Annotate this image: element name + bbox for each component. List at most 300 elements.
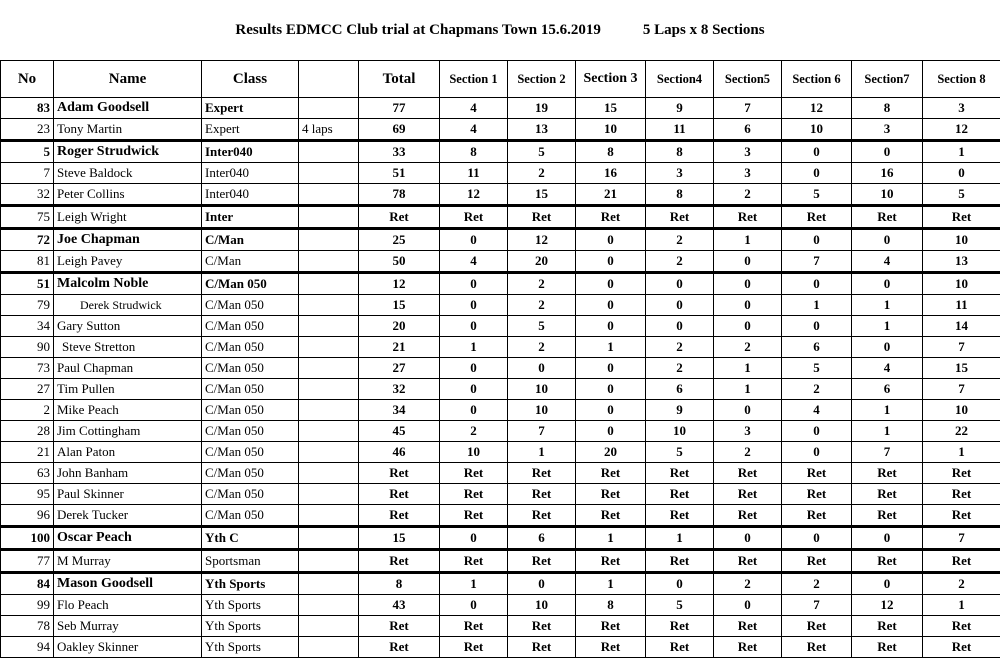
section-4-score: 2 [646, 251, 714, 273]
rider-number: 99 [1, 595, 54, 616]
section-8-score: 10 [923, 400, 1000, 421]
table-row [1, 358, 1000, 379]
rider-note [299, 463, 359, 484]
section-5-score: 2 [714, 337, 782, 358]
rider-note [299, 163, 359, 184]
section-8-score: Ret [923, 463, 1000, 484]
section-3-score: Ret [576, 616, 646, 637]
table-row [1, 251, 1000, 273]
section-1-score: 1 [440, 337, 508, 358]
section-1-score: Ret [440, 463, 508, 484]
rider-note [299, 337, 359, 358]
section-5-score: 1 [714, 229, 782, 251]
total-score: Ret [359, 505, 440, 527]
section-2-score: 7 [508, 421, 576, 442]
rider-name: Gary Sutton [54, 316, 202, 337]
section-8-score: 1 [923, 141, 1000, 163]
section-8-score: 0 [923, 163, 1000, 184]
section-2-score: 10 [508, 400, 576, 421]
section-6-score: 7 [782, 251, 852, 273]
section-8-score: 7 [923, 337, 1000, 358]
section-4-score: 9 [646, 98, 714, 119]
rider-note [299, 484, 359, 505]
section-8-score: 10 [923, 273, 1000, 295]
rider-note [299, 421, 359, 442]
rider-name: Derek Tucker [54, 505, 202, 527]
total-score: 34 [359, 400, 440, 421]
total-score: 46 [359, 442, 440, 463]
section-4-score: 2 [646, 337, 714, 358]
section-2-score: 6 [508, 527, 576, 550]
section-8-score: 2 [923, 573, 1000, 595]
rider-name: Tim Pullen [54, 379, 202, 400]
section-4-score: 2 [646, 229, 714, 251]
section-7-score: 10 [852, 184, 923, 206]
section-8-score: Ret [923, 206, 1000, 229]
section-6-score: 2 [782, 573, 852, 595]
section-5-score: 1 [714, 379, 782, 400]
section-4-score: 9 [646, 400, 714, 421]
section-8-score: 3 [923, 98, 1000, 119]
table-row [1, 141, 1000, 163]
section-3-score: 20 [576, 442, 646, 463]
section-3-score: Ret [576, 484, 646, 505]
section-2-score: Ret [508, 505, 576, 527]
rider-class: Inter040 [202, 163, 299, 184]
section-3-score: Ret [576, 637, 646, 658]
rider-class: C/Man [202, 229, 299, 251]
section-8-score: 7 [923, 379, 1000, 400]
section-2-score: 12 [508, 229, 576, 251]
col-header-section-2: Section 2 [508, 61, 576, 98]
rider-name: Flo Peach [54, 595, 202, 616]
rider-note [299, 595, 359, 616]
section-7-score: 0 [852, 229, 923, 251]
section-5-score: 2 [714, 442, 782, 463]
section-8-score: 15 [923, 358, 1000, 379]
table-row [1, 484, 1000, 505]
section-6-score: Ret [782, 550, 852, 573]
section-7-score: 6 [852, 379, 923, 400]
section-6-score: Ret [782, 505, 852, 527]
section-3-score: Ret [576, 505, 646, 527]
rider-class: C/Man 050 [202, 295, 299, 316]
section-1-score: 12 [440, 184, 508, 206]
section-6-score: 0 [782, 421, 852, 442]
section-1-score: Ret [440, 637, 508, 658]
section-2-score: 10 [508, 595, 576, 616]
col-header-no: No [1, 61, 54, 98]
col-header-class: Class [202, 61, 299, 98]
rider-number: 51 [1, 273, 54, 295]
col-header-section-6: Section 6 [782, 61, 852, 98]
section-7-score: Ret [852, 550, 923, 573]
rider-note [299, 637, 359, 658]
section-4-score: 8 [646, 141, 714, 163]
rider-note [299, 573, 359, 595]
section-4-score: 3 [646, 163, 714, 184]
total-score: 15 [359, 295, 440, 316]
section-1-score: 0 [440, 316, 508, 337]
section-6-score: 0 [782, 163, 852, 184]
rider-class: C/Man [202, 251, 299, 273]
rider-class: Yth Sports [202, 595, 299, 616]
section-4-score: Ret [646, 206, 714, 229]
total-score: 12 [359, 273, 440, 295]
section-5-score: 0 [714, 251, 782, 273]
section-6-score: 0 [782, 229, 852, 251]
rider-class: C/Man 050 [202, 379, 299, 400]
total-score: 77 [359, 98, 440, 119]
section-5-score: 3 [714, 141, 782, 163]
rider-class: Yth C [202, 527, 299, 550]
section-4-score: Ret [646, 463, 714, 484]
rider-name: Jim Cottingham [54, 421, 202, 442]
rider-class: Yth Sports [202, 616, 299, 637]
results-body [1, 98, 1000, 658]
rider-name: Alan Paton [54, 442, 202, 463]
rider-name: Adam Goodsell [54, 98, 202, 119]
section-2-score: Ret [508, 463, 576, 484]
section-3-score: 0 [576, 421, 646, 442]
section-1-score: Ret [440, 206, 508, 229]
section-5-score: Ret [714, 206, 782, 229]
section-5-score: Ret [714, 637, 782, 658]
total-score: 21 [359, 337, 440, 358]
section-6-score: Ret [782, 637, 852, 658]
section-3-score: 0 [576, 229, 646, 251]
section-4-score: 0 [646, 573, 714, 595]
col-header-section-8: Section 8 [923, 61, 1000, 98]
section-6-score: 0 [782, 141, 852, 163]
section-8-score: Ret [923, 505, 1000, 527]
section-8-score: 22 [923, 421, 1000, 442]
section-6-score: 0 [782, 316, 852, 337]
rider-class: Yth Sports [202, 573, 299, 595]
section-1-score: 0 [440, 229, 508, 251]
section-5-score: 2 [714, 573, 782, 595]
section-1-score: 0 [440, 358, 508, 379]
rider-note [299, 184, 359, 206]
section-2-score: 10 [508, 379, 576, 400]
rider-class: C/Man 050 [202, 337, 299, 358]
col-header-note [299, 61, 359, 98]
section-5-score: Ret [714, 616, 782, 637]
rider-name: Paul Chapman [54, 358, 202, 379]
rider-name: Leigh Pavey [54, 251, 202, 273]
section-2-score: 2 [508, 163, 576, 184]
section-7-score: Ret [852, 463, 923, 484]
section-5-score: 2 [714, 184, 782, 206]
total-score: Ret [359, 550, 440, 573]
section-1-score: 4 [440, 251, 508, 273]
section-6-score: 0 [782, 527, 852, 550]
section-7-score: 1 [852, 421, 923, 442]
rider-number: 79 [1, 295, 54, 316]
total-score: 50 [359, 251, 440, 273]
table-row [1, 184, 1000, 206]
section-6-score: 2 [782, 379, 852, 400]
section-6-score: 5 [782, 358, 852, 379]
section-7-score: Ret [852, 616, 923, 637]
rider-name: Mason Goodsell [54, 573, 202, 595]
table-row [1, 616, 1000, 637]
table-row [1, 421, 1000, 442]
section-1-score: 11 [440, 163, 508, 184]
table-row [1, 229, 1000, 251]
section-6-score: 5 [782, 184, 852, 206]
section-1-score: 2 [440, 421, 508, 442]
section-3-score: 0 [576, 316, 646, 337]
total-score: Ret [359, 616, 440, 637]
section-7-score: 4 [852, 251, 923, 273]
section-5-score: 7 [714, 98, 782, 119]
rider-number: 81 [1, 251, 54, 273]
section-4-score: 0 [646, 295, 714, 316]
section-2-score: 20 [508, 251, 576, 273]
rider-number: 96 [1, 505, 54, 527]
section-7-score: Ret [852, 505, 923, 527]
section-1-score: Ret [440, 505, 508, 527]
section-8-score: Ret [923, 616, 1000, 637]
total-score: 32 [359, 379, 440, 400]
section-5-score: 0 [714, 316, 782, 337]
table-row [1, 550, 1000, 573]
section-8-score: 1 [923, 595, 1000, 616]
rider-note [299, 505, 359, 527]
rider-number: 90 [1, 337, 54, 358]
section-5-score: 1 [714, 358, 782, 379]
section-4-score: Ret [646, 550, 714, 573]
section-2-score: 5 [508, 141, 576, 163]
section-1-score: 10 [440, 442, 508, 463]
section-4-score: 1 [646, 527, 714, 550]
section-4-score: Ret [646, 616, 714, 637]
section-8-score: Ret [923, 484, 1000, 505]
section-6-score: 0 [782, 442, 852, 463]
laps-summary: 5 Laps x 8 Sections [643, 22, 765, 39]
section-1-score: 4 [440, 98, 508, 119]
section-6-score: 0 [782, 273, 852, 295]
section-2-score: Ret [508, 550, 576, 573]
section-5-score: Ret [714, 484, 782, 505]
total-score: 69 [359, 119, 440, 141]
section-3-score: 1 [576, 337, 646, 358]
section-3-score: 8 [576, 141, 646, 163]
rider-name: Derek Strudwick [54, 295, 202, 316]
section-7-score: 4 [852, 358, 923, 379]
rider-name: Oakley Skinner [54, 637, 202, 658]
section-5-score: Ret [714, 550, 782, 573]
rider-class: Yth Sports [202, 637, 299, 658]
section-3-score: 1 [576, 573, 646, 595]
total-score: 33 [359, 141, 440, 163]
total-score: 45 [359, 421, 440, 442]
section-6-score: 6 [782, 337, 852, 358]
table-row [1, 573, 1000, 595]
rider-note: 4 laps [299, 119, 359, 141]
section-3-score: 16 [576, 163, 646, 184]
section-7-score: 7 [852, 442, 923, 463]
section-7-score: Ret [852, 206, 923, 229]
rider-number: 63 [1, 463, 54, 484]
section-8-score: 5 [923, 184, 1000, 206]
rider-name: Leigh Wright [54, 206, 202, 229]
section-2-score: Ret [508, 637, 576, 658]
section-3-score: Ret [576, 463, 646, 484]
results-table [0, 60, 1000, 658]
section-5-score: 0 [714, 273, 782, 295]
rider-class: Inter040 [202, 141, 299, 163]
table-row [1, 273, 1000, 295]
rider-number: 34 [1, 316, 54, 337]
rider-note [299, 206, 359, 229]
section-6-score: Ret [782, 484, 852, 505]
section-6-score: 10 [782, 119, 852, 141]
rider-note [299, 358, 359, 379]
rider-note [299, 379, 359, 400]
rider-class: C/Man 050 [202, 400, 299, 421]
section-5-score: Ret [714, 463, 782, 484]
section-4-score: Ret [646, 484, 714, 505]
table-row [1, 98, 1000, 119]
rider-name: Steve Baldock [54, 163, 202, 184]
section-3-score: 8 [576, 595, 646, 616]
table-row [1, 595, 1000, 616]
section-2-score: 5 [508, 316, 576, 337]
section-5-score: Ret [714, 505, 782, 527]
section-7-score: 1 [852, 400, 923, 421]
rider-number: 94 [1, 637, 54, 658]
section-6-score: 12 [782, 98, 852, 119]
section-2-score: 15 [508, 184, 576, 206]
section-8-score: 7 [923, 527, 1000, 550]
rider-name: Peter Collins [54, 184, 202, 206]
section-1-score: 1 [440, 573, 508, 595]
section-4-score: 11 [646, 119, 714, 141]
rider-number: 100 [1, 527, 54, 550]
rider-name: Paul Skinner [54, 484, 202, 505]
section-3-score: 0 [576, 358, 646, 379]
page-title [0, 0, 1000, 60]
rider-class: Inter040 [202, 184, 299, 206]
section-6-score: 1 [782, 295, 852, 316]
col-header-section-7: Section7 [852, 61, 923, 98]
section-3-score: Ret [576, 206, 646, 229]
rider-name: John Banham [54, 463, 202, 484]
section-5-score: 3 [714, 163, 782, 184]
section-8-score: 10 [923, 229, 1000, 251]
section-1-score: 0 [440, 273, 508, 295]
col-header-name: Name [54, 61, 202, 98]
section-3-score: Ret [576, 550, 646, 573]
table-row [1, 527, 1000, 550]
total-score: 25 [359, 229, 440, 251]
table-row [1, 206, 1000, 229]
section-8-score: 13 [923, 251, 1000, 273]
total-score: 8 [359, 573, 440, 595]
table-row [1, 637, 1000, 658]
section-4-score: 0 [646, 273, 714, 295]
rider-number: 72 [1, 229, 54, 251]
section-2-score: 0 [508, 358, 576, 379]
rider-number: 27 [1, 379, 54, 400]
rider-number: 75 [1, 206, 54, 229]
section-3-score: 0 [576, 379, 646, 400]
section-1-score: 0 [440, 379, 508, 400]
section-3-score: 15 [576, 98, 646, 119]
section-3-score: 1 [576, 527, 646, 550]
section-2-score: 0 [508, 573, 576, 595]
rider-number: 7 [1, 163, 54, 184]
col-header-section-1: Section 1 [440, 61, 508, 98]
section-7-score: 8 [852, 98, 923, 119]
rider-number: 73 [1, 358, 54, 379]
table-row [1, 163, 1000, 184]
rider-class: C/Man 050 [202, 273, 299, 295]
total-score: Ret [359, 637, 440, 658]
rider-note [299, 527, 359, 550]
rider-number: 95 [1, 484, 54, 505]
table-row [1, 379, 1000, 400]
section-8-score: 14 [923, 316, 1000, 337]
section-6-score: 4 [782, 400, 852, 421]
rider-class: Expert [202, 98, 299, 119]
section-1-score: Ret [440, 616, 508, 637]
table-row [1, 295, 1000, 316]
rider-note [299, 141, 359, 163]
rider-name: M Murray [54, 550, 202, 573]
rider-note [299, 295, 359, 316]
table-row [1, 505, 1000, 527]
rider-name: Joe Chapman [54, 229, 202, 251]
rider-number: 32 [1, 184, 54, 206]
col-header-section-5: Section5 [714, 61, 782, 98]
section-2-score: 19 [508, 98, 576, 119]
rider-class: C/Man 050 [202, 358, 299, 379]
total-score: 15 [359, 527, 440, 550]
section-6-score: Ret [782, 463, 852, 484]
section-7-score: 0 [852, 273, 923, 295]
rider-class: C/Man 050 [202, 442, 299, 463]
section-1-score: 0 [440, 295, 508, 316]
section-1-score: 0 [440, 595, 508, 616]
rider-name: Steve Stretton [54, 337, 202, 358]
section-2-score: 2 [508, 337, 576, 358]
total-score: Ret [359, 484, 440, 505]
section-4-score: 0 [646, 316, 714, 337]
section-7-score: 0 [852, 573, 923, 595]
rider-note [299, 400, 359, 421]
rider-name: Roger Strudwick [54, 141, 202, 163]
rider-class: Expert [202, 119, 299, 141]
section-2-score: 13 [508, 119, 576, 141]
total-score: 78 [359, 184, 440, 206]
rider-name: Seb Murray [54, 616, 202, 637]
section-4-score: 8 [646, 184, 714, 206]
table-row [1, 442, 1000, 463]
table-row [1, 463, 1000, 484]
rider-name: Tony Martin [54, 119, 202, 141]
header-row [1, 61, 1000, 98]
table-row [1, 119, 1000, 141]
section-1-score: 4 [440, 119, 508, 141]
section-7-score: 1 [852, 316, 923, 337]
rider-note [299, 316, 359, 337]
total-score: 20 [359, 316, 440, 337]
section-3-score: 0 [576, 251, 646, 273]
section-4-score: Ret [646, 637, 714, 658]
